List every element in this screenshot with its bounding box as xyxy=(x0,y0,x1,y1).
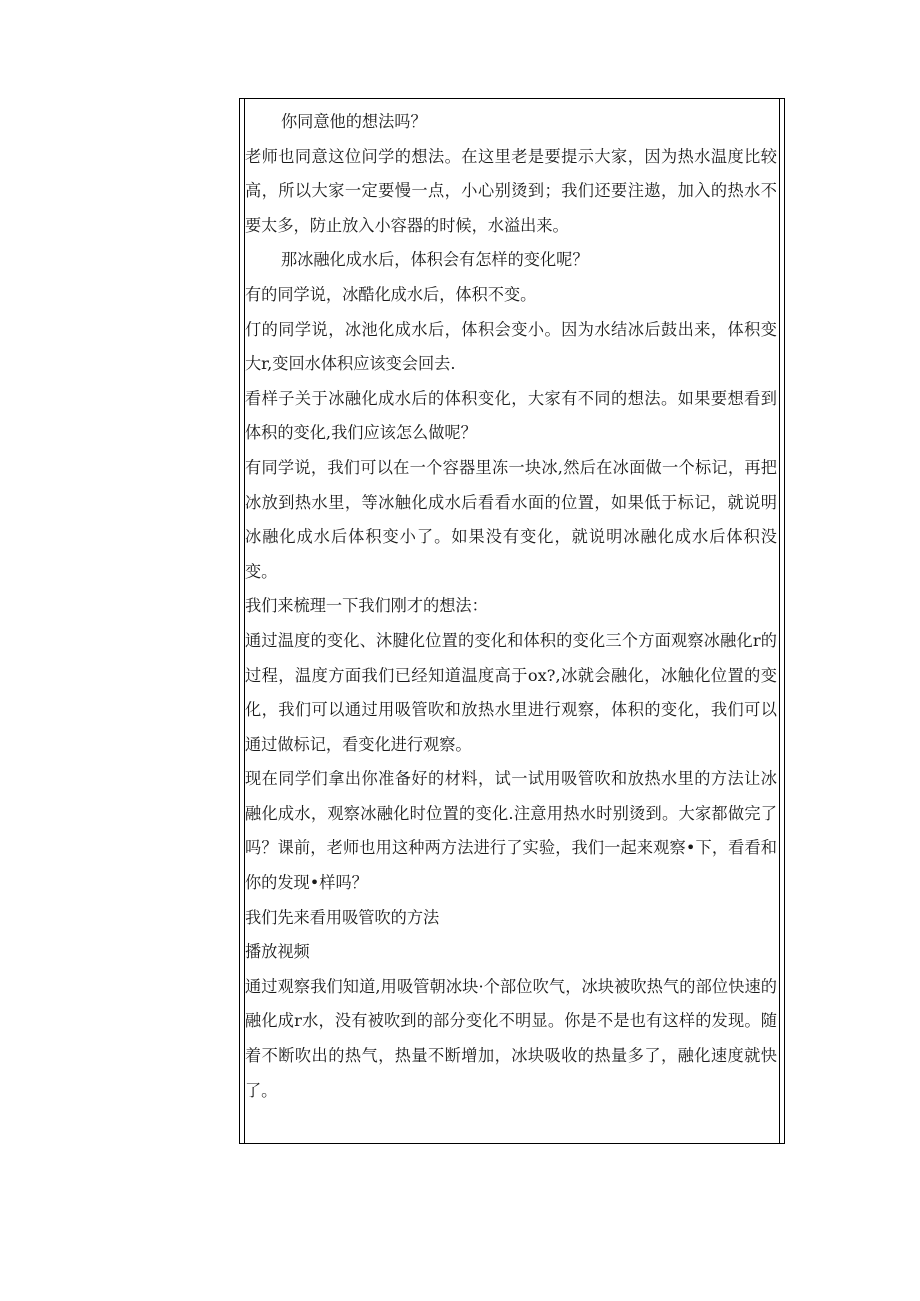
inner-border-right xyxy=(779,99,780,1143)
paragraph-volume-unchanged: 有的同学说，冰酷化成水后，体积不变。 xyxy=(245,284,537,304)
paragraph-play-video: 播放视频 xyxy=(245,942,310,962)
paragraph-summary-intro: 我们来梳理一下我们刚才的想法： xyxy=(245,596,488,616)
paragraph-volume-smaller: 仃的同学说，冰池化成水后，体积会变小。因为水结冰后鼓出来，体积变大r,变回水体积应该变会回去. xyxy=(245,319,777,374)
paragraph-different-ideas: 看样子关于冰融化成水后的体积变化，大家有不同的想法。如果要想看到体积的变化,我们应该怎么做呢？ xyxy=(245,388,777,443)
paragraph-experiment: 现在同学们拿出你准备好的材料，试一试用吸管吹和放热水里的方法让冰融化成水，观察冰融化时位置的变化.注意用热水时别烫到。大家都做完了吗？课前，老师也用这种两方法进行了实验，我们一起来观察•下，看看和你的发现•样吗？ xyxy=(245,769,777,893)
paragraph-teacher-agrees: 老师也同意这位问学的想法。在这里老是要提示大家，因为热水温度比较高，所以大家一定要慢一点，小心别烫到；我们还要注遨，加入的热水不要太多，防止放入小容器的时候，水溢出来。 xyxy=(245,146,777,235)
paragraph-three-aspects: 通过温度的变化、沐腱化位置的变化和体积的变化三个方面观察冰融化r的过程，温度方面我们已经知道温度高于ox?,冰就会融化，冰触化位置的变化，我们可以通过用吸管吹和放热水里进行观察，体积的变化，我们可以通过做标记，看变化进行观察。 xyxy=(245,630,777,754)
paragraph-mark-method: 有同学说，我们可以在一个容器里冻一块冰,然后在冰面做一个标记，再把冰放到热水里，等冰触化成水后看看水面的位置，如果低于标记，就说明冰融化成水后体积变小了。如果没有变化，就说明冰融化成水后体积没变。 xyxy=(245,457,777,581)
paragraph-observation-result: 通过观察我们知道,用吸管朝冰块·个部位吹气，冰块被吹热气的部位快速的融化成r水，没有被吹到的部分变化不明显。你是不是也有这样的发现。随着不断吹出的热气，热量不断增加，冰块吸收的热量多了，融化速度就快了。 xyxy=(245,976,777,1100)
paragraph-question-agree: 你同意他的想法吗？ xyxy=(281,112,427,131)
paragraph-volume-question: 那冰融化成水后，体积会有怎样的变化呢？ xyxy=(281,250,589,270)
table-cell-frame xyxy=(239,98,785,1144)
paragraph-straw-method: 我们先来看用吸管吹的方法 xyxy=(245,907,440,927)
cell-content xyxy=(245,105,777,1108)
